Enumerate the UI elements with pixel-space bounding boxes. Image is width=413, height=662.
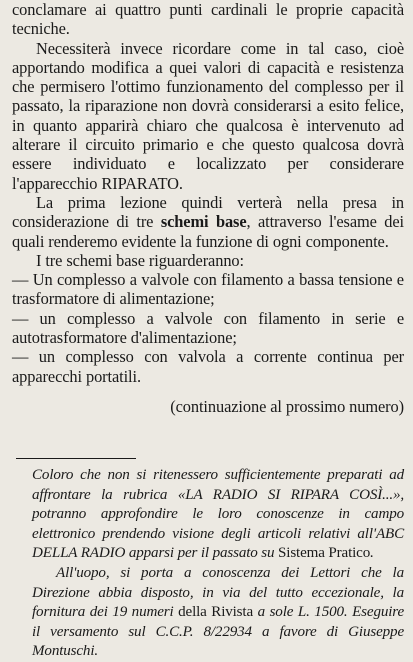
continuation-note: (continuazione al prossimo numero)	[170, 396, 404, 416]
notice-paragraph-2	[32, 564, 404, 662]
notice-text-2-end: a sole L. 1500. Eseguire il versamento sul C.C.P. 8/22934 a favore di Giuseppe Montuschi.	[32, 604, 404, 660]
paragraph-lesson	[12, 193, 404, 251]
list-item: — un complesso con valvola a corrente continua per apparecchi portatili.	[12, 347, 404, 386]
paragraph-intro: conclamare ai quattro punti cardinali le proprie capacità tecniche.	[12, 0, 404, 39]
notice-text-1-end: .	[370, 545, 374, 562]
notice-text-1: Coloro che non si ritenessero sufficientemente preparati ad affrontare la rubrica «LA RADIO SI RIPARA COSÌ...», potranno approfondire le loro conoscenze in campo elettronico prendendo visione degli articoli relativi all'ABC DELLA RADIO apparsi per il passato su	[32, 467, 404, 562]
della-rivista-text: della Rivista	[178, 604, 254, 621]
paragraph-schemes: I tre schemi base riguarderanno:	[36, 250, 244, 270]
schemi-base-bold: schemi base	[160, 212, 247, 232]
notice-text-2: All'uopo, si porta a conoscenza dei Lettori che la Direzione abbia disposto, in via del tutto eccezionale, la fornitura dei 19 numeri	[32, 564, 404, 621]
list-item: — un complesso a valvole con filamento in serie e autotrasformatore d'alimentazione;	[12, 308, 404, 348]
list-item: — Un complesso a valvole con filamento a bassa tensione e trasformatore di alimentazione;	[12, 270, 404, 309]
divider-rule	[16, 458, 136, 459]
sistema-pratico-name: Sistema Pratico	[278, 545, 371, 562]
reader-notice	[32, 466, 404, 662]
paragraph-repair: Necessiterà invece ricordare come in tal caso, cioè apportando modifica a quei valori di capacità e resistenza che permisero l'ottimo funzionamento del complesso per il passato, la riparazione non dovrà considerarsi a esito felice, in quanto apparirà chiaro che qualcosa è intervenuto ad alterare il circuito primario e che questo qualcosa dovrà essere individuato e localizzato per considerare l'apparecchio RIPARATO.	[12, 38, 404, 193]
lesson-text-end: , attraverso l'esame dei quali renderemo evidente la funzione di ogni componente.	[12, 212, 405, 251]
article-body	[12, 0, 404, 416]
lesson-text-start: La prima lezione quindi verterà nella presa in considerazione di tre	[12, 192, 404, 232]
notice-paragraph-1	[32, 466, 404, 564]
